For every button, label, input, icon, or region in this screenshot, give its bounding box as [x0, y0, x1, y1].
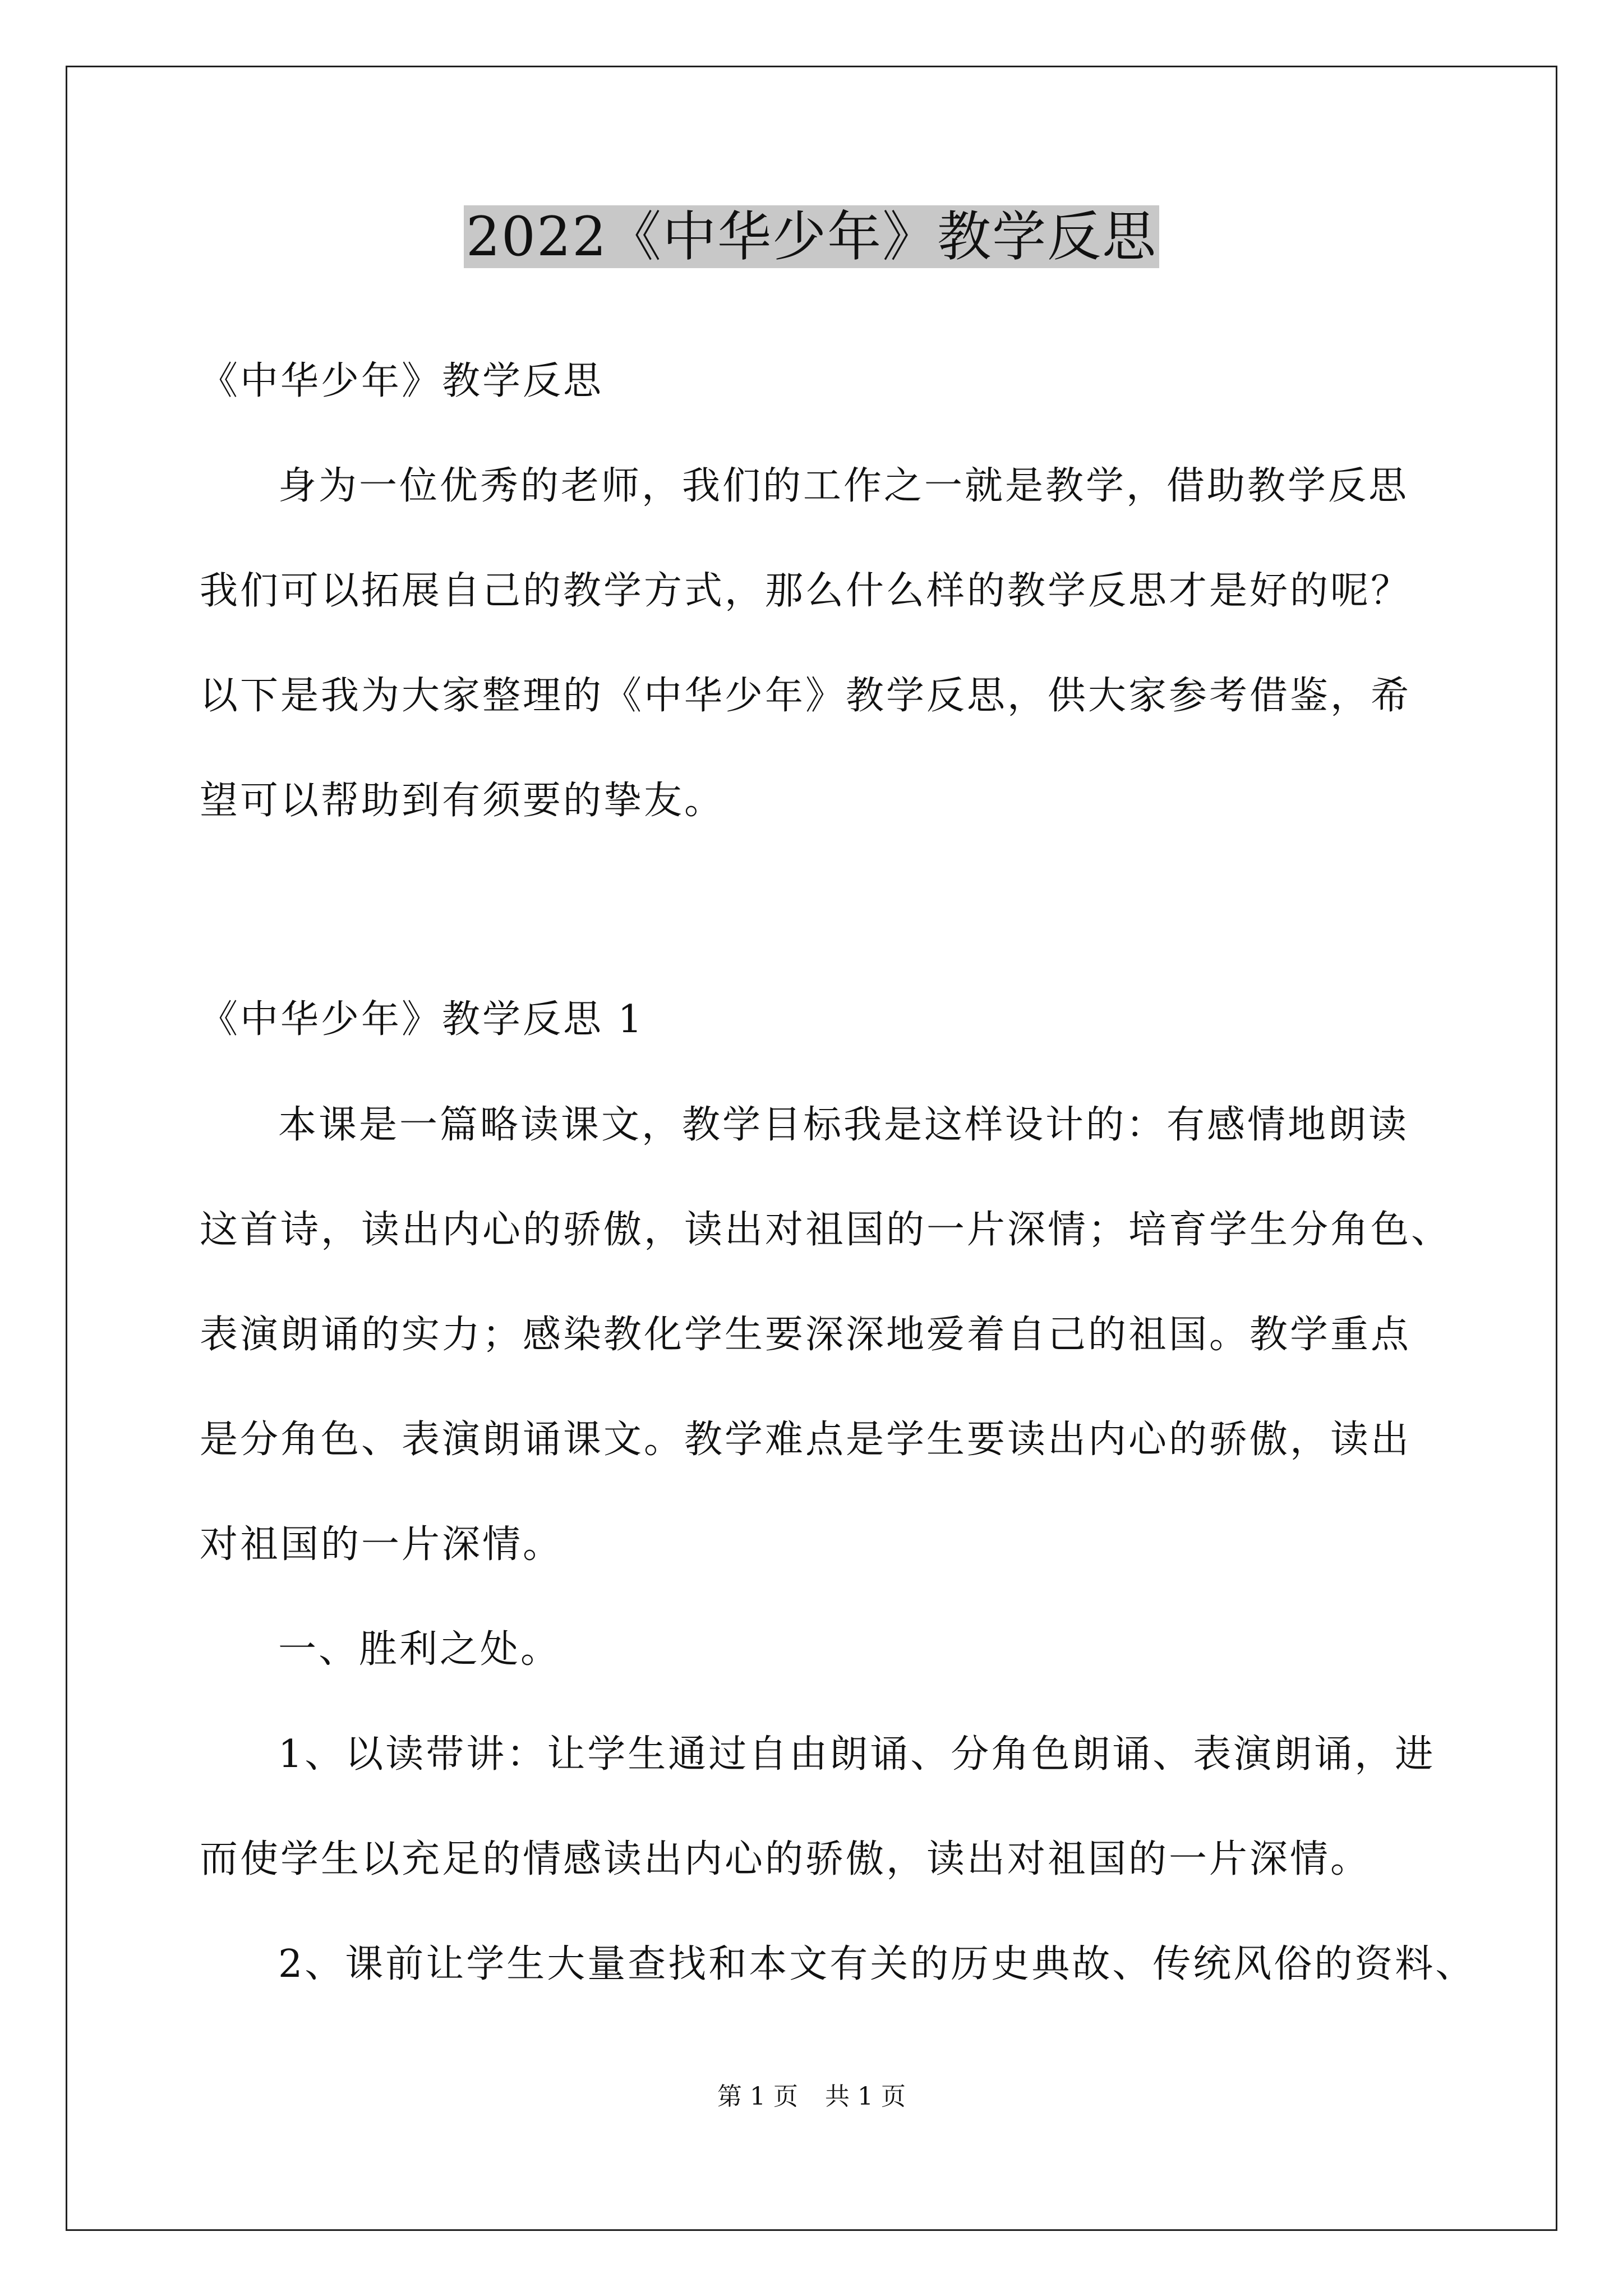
document-title — [0, 197, 1623, 276]
paragraph-line: 是分角色、表演朗诵课文。教学难点是学生要读出内心的骄傲，读出 — [200, 1418, 1412, 1462]
paragraph-line: 本课是一篇略读课文，教学目标我是这样设计的：有感情地朗读 — [278, 1103, 1409, 1147]
paragraph-line: 以下是我为大家整理的《中华少年》教学反思，供大家参考借鉴，希 — [200, 674, 1412, 718]
paragraph-line: 我们可以拓展自己的教学方式，那么什么样的教学反思才是好的呢？ — [200, 569, 1412, 613]
paragraph-line: 这首诗，读出内心的骄傲，读出对祖国的一片深情；培育学生分角色、 — [200, 1208, 1452, 1252]
paragraph-line: 表演朗诵的实力；感染教化学生要深深地爱着自己的祖国。教学重点 — [200, 1313, 1412, 1357]
paragraph-line: 身为一位优秀的老师，我们的工作之一就是教学，借助教学反思 — [278, 464, 1409, 508]
page-number: 第 1 页 — [717, 2082, 798, 2111]
paragraph-line: 望可以帮助到有须要的挚友。 — [200, 779, 725, 823]
paragraph-line: 一、胜利之处。 — [278, 1627, 561, 1672]
paragraph-line: 而使学生以充足的情感读出内心的骄傲，读出对祖国的一片深情。 — [200, 1837, 1371, 1881]
paragraph-line: 1、以读带讲：让学生通过自由朗诵、分角色朗诵、表演朗诵，进 — [278, 1732, 1436, 1777]
document-title-text: 2022《中华少年》教学反思 — [464, 205, 1159, 268]
section-heading: 《中华少年》教学反思 1 — [200, 997, 644, 1042]
section-heading: 《中华少年》教学反思 — [200, 359, 604, 403]
page-footer — [0, 2080, 1623, 2114]
paragraph-line: 对祖国的一片深情。 — [200, 1522, 564, 1567]
paragraph-line: 2、课前让学生大量查找和本文有关的历史典故、传统风俗的资料、 — [278, 1942, 1476, 1986]
page-total: 共 1 页 — [825, 2082, 906, 2111]
